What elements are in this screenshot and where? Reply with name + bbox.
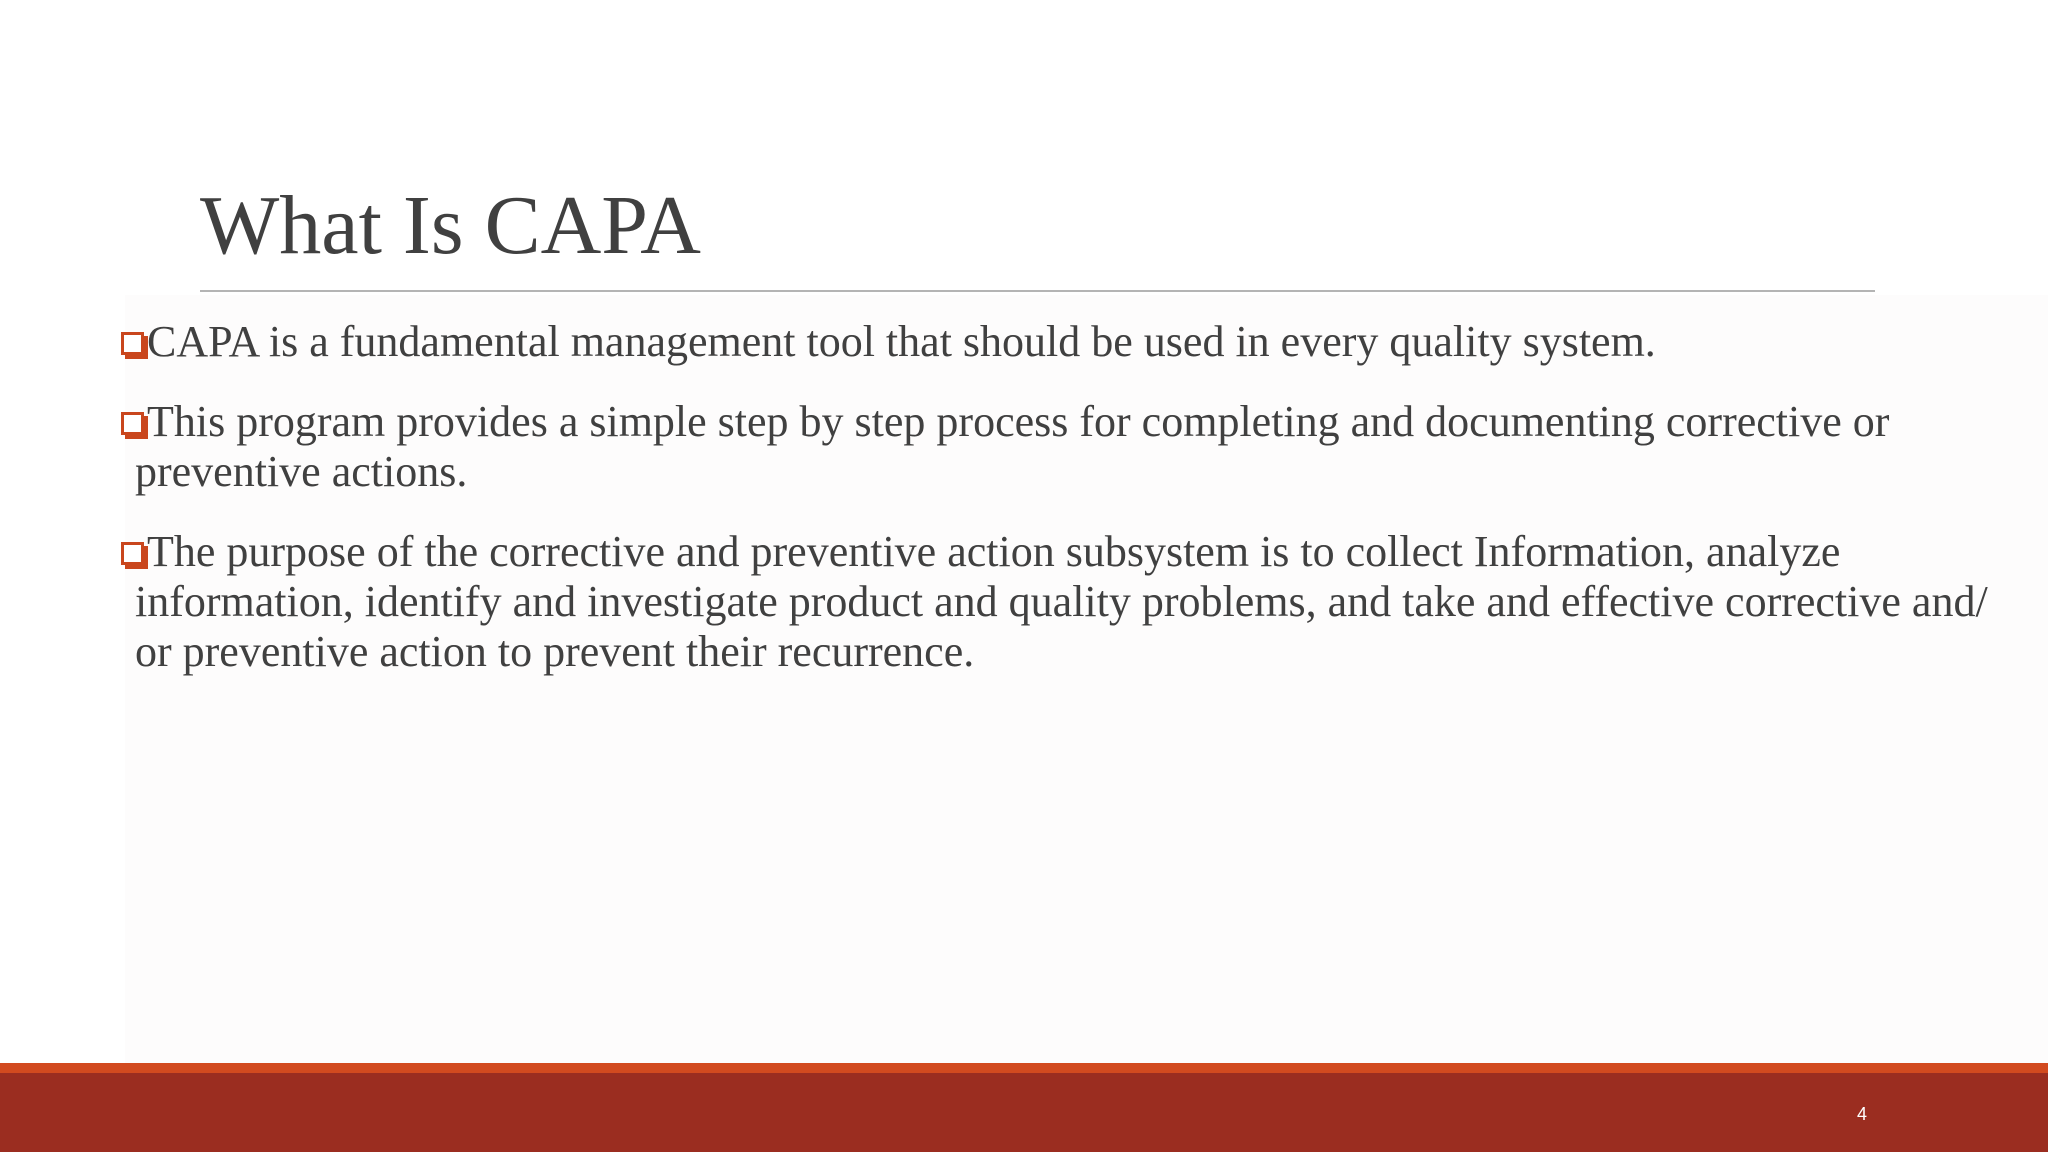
slide-title: What Is CAPA: [200, 179, 701, 272]
footer-band: [0, 1063, 2048, 1152]
bullet-item: [121, 527, 2001, 677]
bullet-text: This program provides a simple step by step process for completing and documenting corrective or preventive actions.: [135, 397, 1890, 496]
bullet-text: The purpose of the corrective and preventive action subsystem is to collect Information, analyze information, identify and investigate product and quality problems, and take and effective corrective and/ or preventive action to prevent their recurrence.: [135, 527, 1988, 676]
checkbox-icon: [121, 542, 144, 565]
title-underline: [200, 290, 1875, 292]
footer-accent-stripe: [0, 1063, 2048, 1073]
bullet-item: [121, 317, 2001, 367]
bullet-item: [121, 397, 2001, 497]
slide-number: 4: [1856, 1104, 1867, 1124]
checkbox-icon: [121, 332, 144, 355]
bullet-text: CAPA is a fundamental management tool that should be used in every quality system.: [147, 317, 1656, 366]
checkbox-icon: [121, 412, 144, 435]
bullet-list: [121, 317, 2001, 707]
